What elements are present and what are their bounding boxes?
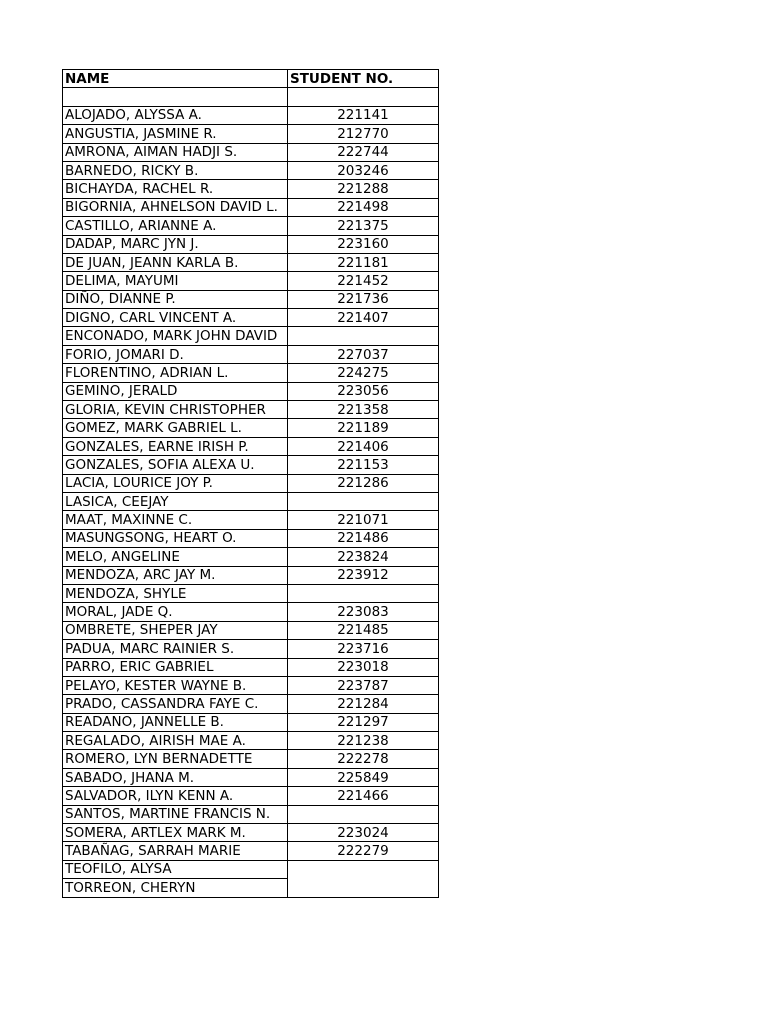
student-name-cell: DELIMA, MAYUMI bbox=[63, 272, 288, 290]
table-row bbox=[63, 640, 439, 658]
student-name-cell: ANGUSTIA, JASMINE R. bbox=[63, 125, 288, 143]
student-name-cell: FLORENTINO, ADRIAN L. bbox=[63, 364, 288, 382]
student-name-cell: TABAÑAG, SARRAH MARIE bbox=[63, 842, 288, 860]
student-name-cell: MENDOZA, SHYLE bbox=[63, 584, 288, 602]
table-row bbox=[63, 676, 439, 694]
student-number-cell: 221286 bbox=[288, 474, 439, 492]
table-row bbox=[63, 511, 439, 529]
table-row bbox=[63, 713, 439, 731]
student-number-cell: 223787 bbox=[288, 676, 439, 694]
student-number-cell bbox=[288, 492, 439, 510]
student-name-cell: SOMERA, ARTLEX MARK M. bbox=[63, 824, 288, 842]
student-name-cell: SABADO, JHANA M. bbox=[63, 768, 288, 786]
student-number-cell: 221466 bbox=[288, 787, 439, 805]
table-row bbox=[63, 603, 439, 621]
table-row bbox=[63, 364, 439, 382]
student-number-cell bbox=[288, 805, 439, 823]
student-number-cell: 221406 bbox=[288, 437, 439, 455]
student-name-cell: MELO, ANGELINE bbox=[63, 548, 288, 566]
table-row bbox=[63, 768, 439, 786]
table-row bbox=[63, 125, 439, 143]
student-number-cell: 203246 bbox=[288, 161, 439, 179]
student-number-cell: 221736 bbox=[288, 290, 439, 308]
table-row bbox=[63, 290, 439, 308]
table-row bbox=[63, 474, 439, 492]
student-number-cell: 221358 bbox=[288, 401, 439, 419]
table-row bbox=[63, 566, 439, 584]
student-name-cell: LASICA, CEEJAY bbox=[63, 492, 288, 510]
student-name-cell: GOMEZ, MARK GABRIEL L. bbox=[63, 419, 288, 437]
table-row bbox=[63, 824, 439, 842]
student-name-cell: SANTOS, MARTINE FRANCIS N. bbox=[63, 805, 288, 823]
table-row bbox=[63, 180, 439, 198]
table-row bbox=[63, 345, 439, 363]
student-number-cell: 222279 bbox=[288, 842, 439, 860]
table-row bbox=[63, 842, 439, 860]
table-row bbox=[63, 658, 439, 676]
student-name-cell: MAAT, MAXINNE C. bbox=[63, 511, 288, 529]
table-row bbox=[63, 88, 439, 106]
table-row bbox=[63, 401, 439, 419]
table-row bbox=[63, 787, 439, 805]
table-row bbox=[63, 732, 439, 750]
student-name-cell: BICHAYDA, RACHEL R. bbox=[63, 180, 288, 198]
student-name-cell: PARRO, ERIC GABRIEL bbox=[63, 658, 288, 676]
student-number-cell: 223083 bbox=[288, 603, 439, 621]
student-number-cell: 221238 bbox=[288, 732, 439, 750]
student-number-cell: 223160 bbox=[288, 235, 439, 253]
table-row bbox=[63, 805, 439, 823]
student-number-cell: 221071 bbox=[288, 511, 439, 529]
student-name-cell: LACIA, LOURICE JOY P. bbox=[63, 474, 288, 492]
student-name-cell: DADAP, MARC JYN J. bbox=[63, 235, 288, 253]
table-row bbox=[63, 548, 439, 566]
student-name-cell: AMRONA, AIMAN HADJI S. bbox=[63, 143, 288, 161]
student-name-cell: MASUNGSONG, HEART O. bbox=[63, 529, 288, 547]
student-name-cell: TEOFILO, ALYSA bbox=[63, 860, 288, 878]
student-name-cell: PADUA, MARC RAINIER S. bbox=[63, 640, 288, 658]
table-row bbox=[63, 309, 439, 327]
student-number-cell: 221181 bbox=[288, 253, 439, 271]
student-name-cell: PRADO, CASSANDRA FAYE C. bbox=[63, 695, 288, 713]
student-number-cell: 221407 bbox=[288, 309, 439, 327]
table-row bbox=[63, 419, 439, 437]
table-row bbox=[63, 272, 439, 290]
table-row bbox=[63, 382, 439, 400]
student-number-cell: 225849 bbox=[288, 768, 439, 786]
student-number-cell: 223912 bbox=[288, 566, 439, 584]
student-number-cell bbox=[288, 327, 439, 345]
student-name-cell: READANO, JANNELLE B. bbox=[63, 713, 288, 731]
student-name-cell: PELAYO, KESTER WAYNE B. bbox=[63, 676, 288, 694]
student-number-cell: 223024 bbox=[288, 824, 439, 842]
table-row bbox=[63, 529, 439, 547]
header-row bbox=[63, 70, 439, 88]
student-name-cell: REGALADO, AIRISH MAE A. bbox=[63, 732, 288, 750]
table-row bbox=[63, 750, 439, 768]
table-row bbox=[63, 621, 439, 639]
student-name-cell: DE JUAN, JEANN KARLA B. bbox=[63, 253, 288, 271]
student-number-cell: 224275 bbox=[288, 364, 439, 382]
student-name-cell: MORAL, JADE Q. bbox=[63, 603, 288, 621]
table-row bbox=[63, 327, 439, 345]
table-body bbox=[63, 88, 439, 897]
student-number-cell: 221189 bbox=[288, 419, 439, 437]
student-name-cell: ROMERO, LYN BERNADETTE bbox=[63, 750, 288, 768]
student-number-cell bbox=[288, 879, 439, 897]
table-row bbox=[63, 695, 439, 713]
student-name-cell: MENDOZA, ARC JAY M. bbox=[63, 566, 288, 584]
table-row bbox=[63, 161, 439, 179]
student-name-cell: BIGORNIA, AHNELSON DAVID L. bbox=[63, 198, 288, 216]
student-name-cell: ENCONADO, MARK JOHN DAVID bbox=[63, 327, 288, 345]
student-number-cell: 223056 bbox=[288, 382, 439, 400]
table-row bbox=[63, 106, 439, 124]
student-name-cell: GONZALES, SOFIA ALEXA U. bbox=[63, 456, 288, 474]
student-number-cell: 223716 bbox=[288, 640, 439, 658]
table-row bbox=[63, 198, 439, 216]
student-number-cell: 221485 bbox=[288, 621, 439, 639]
table-row bbox=[63, 456, 439, 474]
student-name-cell: GLORIA, KEVIN CHRISTOPHER bbox=[63, 401, 288, 419]
student-name-cell: CASTILLO, ARIANNE A. bbox=[63, 217, 288, 235]
name-column-header: NAME bbox=[63, 70, 288, 88]
student-no-column-header: STUDENT NO. bbox=[288, 70, 439, 88]
student-number-cell: 221375 bbox=[288, 217, 439, 235]
table-row bbox=[63, 253, 439, 271]
student-number-cell: 221288 bbox=[288, 180, 439, 198]
student-number-cell: 221498 bbox=[288, 198, 439, 216]
student-name-cell bbox=[63, 88, 288, 106]
student-number-cell: 221141 bbox=[288, 106, 439, 124]
student-name-cell: FORIO, JOMARI D. bbox=[63, 345, 288, 363]
student-number-cell: 221284 bbox=[288, 695, 439, 713]
student-number-cell: 221486 bbox=[288, 529, 439, 547]
table-row bbox=[63, 235, 439, 253]
student-number-cell: 227037 bbox=[288, 345, 439, 363]
table-row bbox=[63, 217, 439, 235]
student-name-cell: SALVADOR, ILYN KENN A. bbox=[63, 787, 288, 805]
student-number-cell: 223018 bbox=[288, 658, 439, 676]
student-name-cell: DIGNO, CARL VINCENT A. bbox=[63, 309, 288, 327]
student-name-cell: BARNEDO, RICKY B. bbox=[63, 161, 288, 179]
student-number-cell: 222744 bbox=[288, 143, 439, 161]
student-number-cell bbox=[288, 584, 439, 602]
student-number-cell: 221153 bbox=[288, 456, 439, 474]
table-row bbox=[63, 492, 439, 510]
student-name-cell: OMBRETE, SHEPER JAY bbox=[63, 621, 288, 639]
student-list-table bbox=[62, 69, 439, 898]
table-row bbox=[63, 584, 439, 602]
table-row bbox=[63, 437, 439, 455]
student-name-cell: ALOJADO, ALYSSA A. bbox=[63, 106, 288, 124]
student-number-cell: 222278 bbox=[288, 750, 439, 768]
student-number-cell: 212770 bbox=[288, 125, 439, 143]
table-row bbox=[63, 860, 439, 878]
student-number-cell: 223824 bbox=[288, 548, 439, 566]
student-name-cell: GEMINO, JERALD bbox=[63, 382, 288, 400]
table-row bbox=[63, 143, 439, 161]
student-number-cell bbox=[288, 88, 439, 106]
student-number-cell: 221452 bbox=[288, 272, 439, 290]
student-name-cell: TORREON, CHERYN bbox=[63, 879, 288, 897]
student-number-cell: 221297 bbox=[288, 713, 439, 731]
student-number-cell bbox=[288, 860, 439, 878]
student-name-cell: DIÑO, DIANNE P. bbox=[63, 290, 288, 308]
student-name-cell: GONZALES, EARNE IRISH P. bbox=[63, 437, 288, 455]
table-row bbox=[63, 879, 439, 897]
